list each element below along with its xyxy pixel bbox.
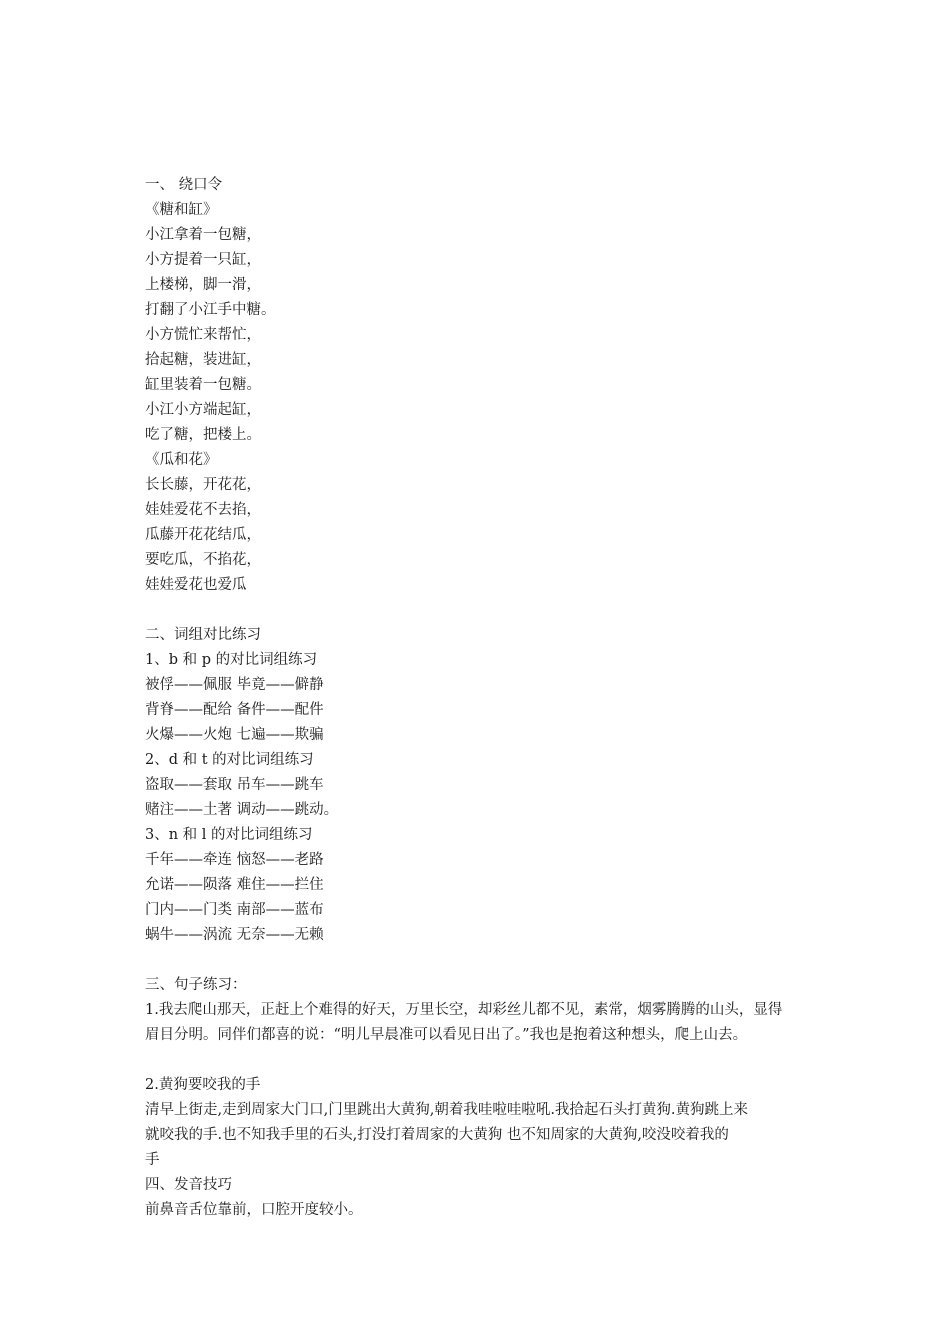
group-3-title: 3、n 和 l 的对比词组练习 <box>145 827 313 843</box>
sentence-2-line: 就咬我的手.也不知我手里的石头,打没打着周家的大黄狗 也不知周家的大黄狗,咬没咬着我的 <box>145 1127 729 1143</box>
poem-line: 上楼梯，脚一滑， <box>145 277 261 293</box>
word-pair-line: 背脊——配给 备件——配件 <box>145 702 324 718</box>
poem-2-title: 《瓜和花》 <box>145 452 218 468</box>
sentence-1-line: 眉目分明。同伴们都喜的说：“明儿早晨准可以看见日出了。”我也是抱着这种想头，爬上山去。 <box>145 1027 748 1043</box>
poem-line: 娃娃爱花也爱瓜 <box>145 577 247 593</box>
word-pair-line: 赌注——土著 调动——跳动。 <box>145 802 339 818</box>
word-pair-line: 门内——门类 南部——蓝布 <box>145 902 324 918</box>
sentence-1-line: 1.我去爬山那天，正赶上个难得的好天，万里长空，却彩丝儿都不见，素常，烟雾腾腾的山头，显得 <box>145 1002 783 1018</box>
poem-line: 要吃瓜，不掐花， <box>145 552 261 568</box>
poem-line: 小方慌忙来帮忙， <box>145 327 261 343</box>
poem-line: 瓜藤开花花结瓜， <box>145 527 261 543</box>
technique-line: 前鼻音舌位靠前，口腔开度较小。 <box>145 1202 363 1218</box>
section-4-heading: 四、发音技巧 <box>145 1177 232 1193</box>
group-1-title: 1、b 和 p 的对比词组练习 <box>145 652 318 668</box>
word-pair-line: 千年——牵连 恼怒——老路 <box>145 852 324 868</box>
section-3-heading: 三、句子练习： <box>145 977 247 993</box>
spacer <box>145 598 825 623</box>
word-pair-line: 允诺——陨落 难住——拦住 <box>145 877 324 893</box>
poem-line: 小江拿着一包糖， <box>145 227 261 243</box>
spacer <box>145 1048 825 1073</box>
sentence-2-line: 清早上街走,走到周家大门口,门里跳出大黄狗,朝着我哇啦哇啦吼.我拾起石头打黄狗.黄狗跳上来 <box>145 1102 749 1118</box>
group-2-title: 2、d 和 t 的对比词组练习 <box>145 752 314 768</box>
section-1-heading: 一、 绕口令 <box>145 177 223 193</box>
word-pair-line: 盗取——套取 吊车——跳车 <box>145 777 324 793</box>
poem-line: 打翻了小江手中糖。 <box>145 302 276 318</box>
poem-line: 小江小方端起缸， <box>145 402 261 418</box>
poem-line: 吃了糖，把楼上。 <box>145 427 261 443</box>
document-body <box>145 173 825 1223</box>
poem-line: 娃娃爱花不去掐， <box>145 502 261 518</box>
poem-line: 长长藤，开花花， <box>145 477 261 493</box>
poem-line: 拾起糖，装进缸， <box>145 352 261 368</box>
word-pair-line: 被俘——佩服 毕竟——僻静 <box>145 677 324 693</box>
poem-1-title: 《糖和缸》 <box>145 202 218 218</box>
sentence-2-title: 2.黄狗要咬我的手 <box>145 1077 261 1093</box>
poem-line: 小方提着一只缸， <box>145 252 261 268</box>
word-pair-line: 蜗牛——涡流 无奈——无赖 <box>145 927 324 943</box>
spacer <box>145 948 825 973</box>
section-2-heading: 二、词组对比练习 <box>145 627 261 643</box>
sentence-2-line: 手 <box>145 1152 160 1168</box>
poem-line: 缸里装着一包糖。 <box>145 377 261 393</box>
word-pair-line: 火爆——火炮 七遍——欺骗 <box>145 727 324 743</box>
